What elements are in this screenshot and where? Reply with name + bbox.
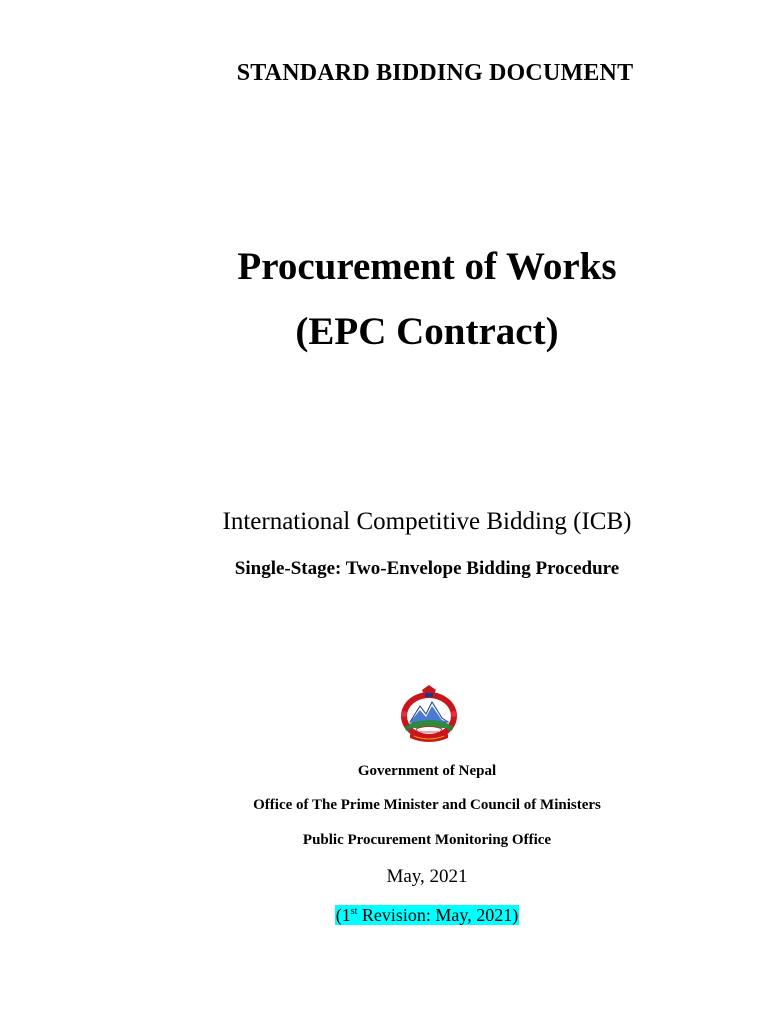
issuer-government: Government of Nepal: [357, 763, 497, 779]
revision-text: Revision: May, 2021): [357, 905, 519, 925]
issuer-agency: Public Procurement Monitoring Office: [302, 832, 552, 848]
revision-ordinal-suffix: st: [350, 906, 358, 917]
nepal-emblem-icon: [396, 684, 462, 744]
document-title-line-1: Procurement of Works: [237, 245, 617, 288]
bidding-method: International Competitive Bidding (ICB): [222, 508, 632, 535]
revision-open: (1: [335, 905, 351, 925]
revision-note: [42, 905, 770, 926]
publication-date: May, 2021: [386, 866, 468, 887]
bidding-procedure: Single-Stage: Two-Envelope Bidding Procedure: [234, 558, 620, 579]
issuer-office: Office of The Prime Minister and Council of Ministers: [253, 797, 601, 813]
revision-highlight: [335, 905, 520, 925]
document-title-line-2: (EPC Contract): [295, 310, 559, 353]
document-type-heading: STANDARD BIDDING DOCUMENT: [236, 60, 634, 86]
